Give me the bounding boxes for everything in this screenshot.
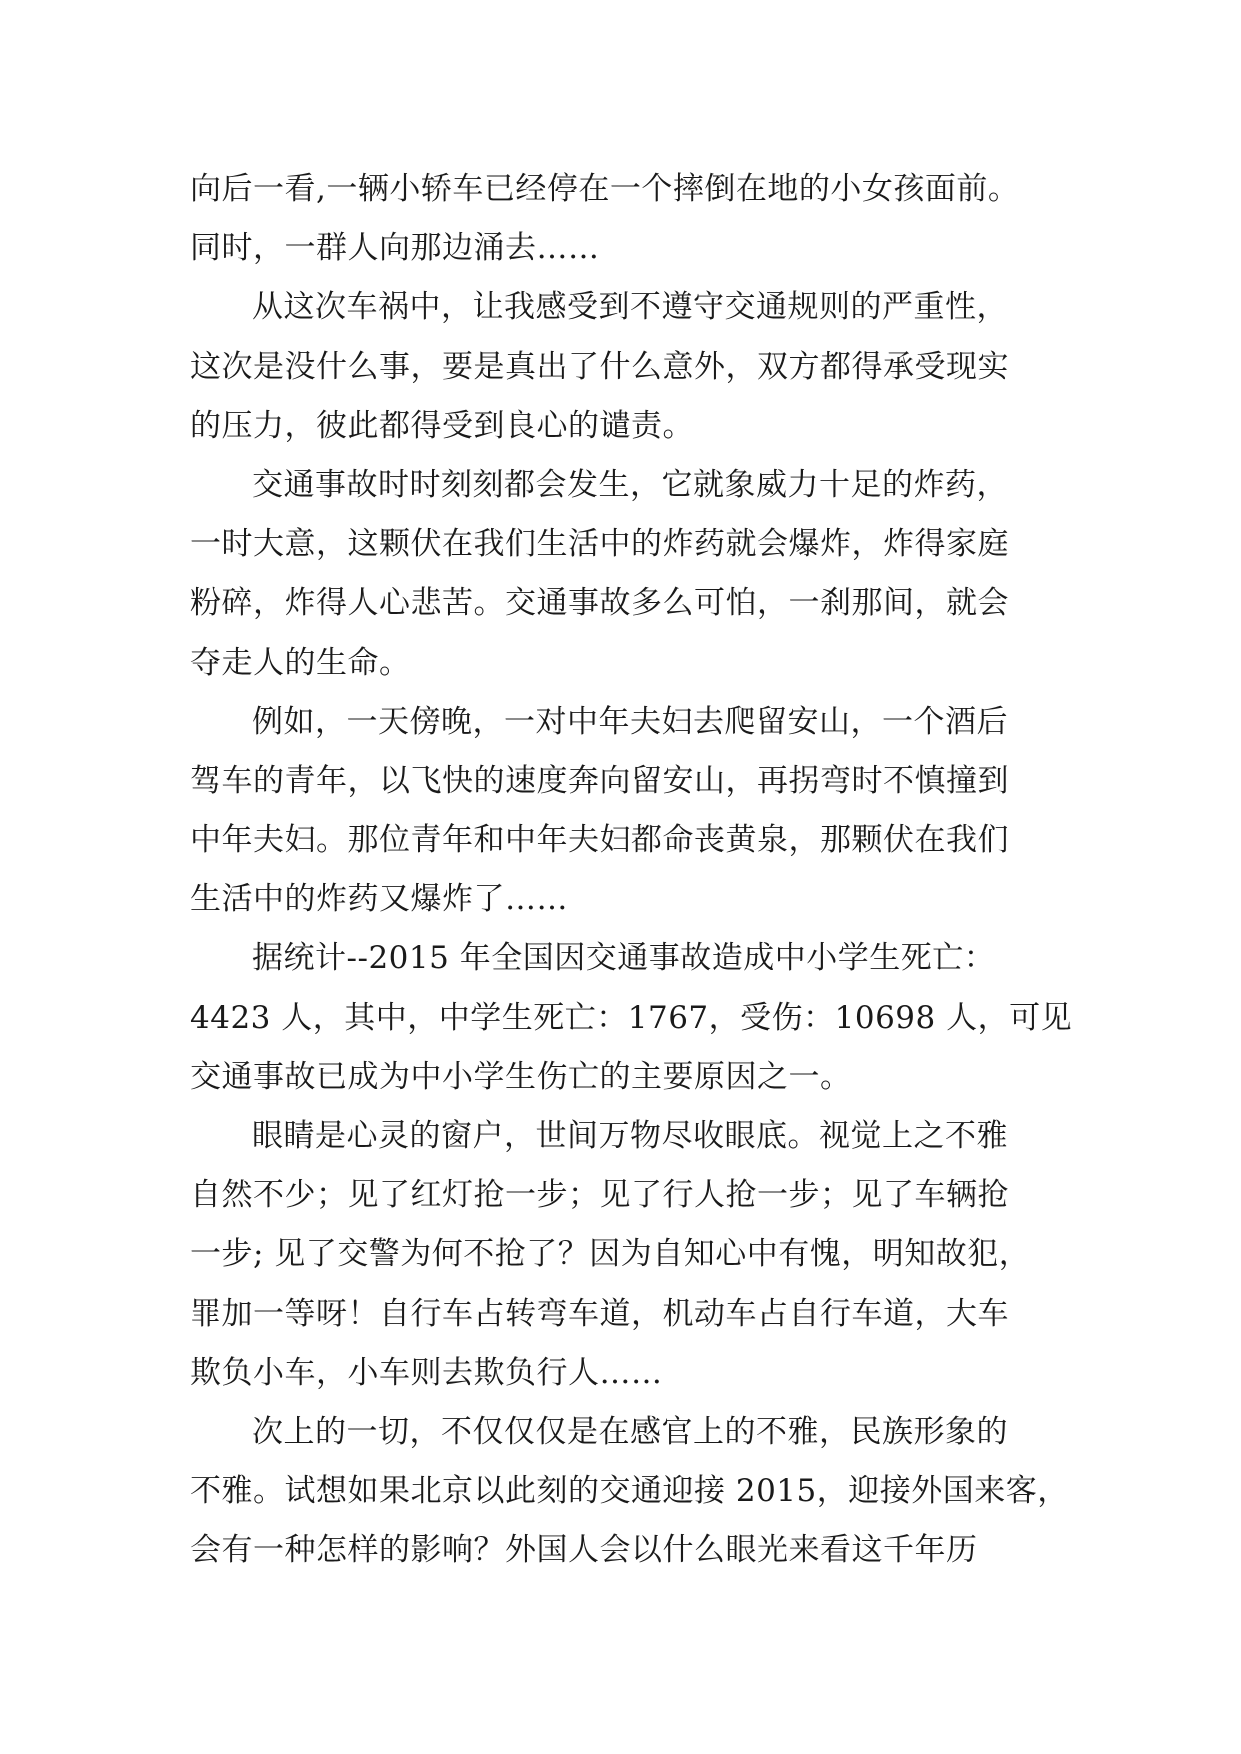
paragraph-start: 次上的一切，不仅仅仅是在感官上的不雅，民族形象的: [252, 1413, 1008, 1450]
paragraph-start: 例如，一天傍晚，一对中年夫妇去爬留安山，一个酒后: [252, 703, 1008, 740]
text-line: 不雅。试想如果北京以此刻的交通迎接 2015，迎接外国来客，: [190, 1473, 1069, 1510]
text-line: 一步; 见了交警为何不抢了？因为自知心中有愧，明知故犯，: [190, 1236, 1031, 1273]
text-line: 一时大意，这颗伏在我们生活中的炸药就会爆炸，炸得家庭: [190, 526, 1009, 563]
text-line: 粉碎，炸得人心悲苦。交通事故多么可怕，一刹那间，就会: [190, 585, 1009, 622]
paragraph-start: 眼睛是心灵的窗户，世间万物尽收眼底。视觉上之不雅: [252, 1118, 1008, 1154]
text-line: 交通事故已成为中小学生伤亡的主要原因之一。: [190, 1058, 852, 1095]
text-line: 的压力，彼此都得受到良心的谴责。: [190, 407, 694, 444]
text-line: 夺走人的生命。: [190, 644, 411, 681]
text-line: 这次是没什么事，要是真出了什么意外，双方都得承受现实: [190, 348, 1009, 385]
text-line: 自然不少；见了红灯抢一步；见了行人抢一步；见了车辆抢: [190, 1177, 1009, 1214]
text-line: 罪加一等呀！自行车占转弯车道，机动车占自行车道，大车: [190, 1295, 1009, 1332]
text-line: 生活中的炸药又爆炸了……: [190, 881, 568, 918]
text-line: 会有一种怎样的影响？外国人会以什么眼光来看这千年历: [190, 1532, 978, 1569]
paragraph-start: 据统计--2015 年全国因交通事故造成中小学生死亡：: [252, 940, 996, 977]
text-line: 中年夫妇。那位青年和中年夫妇都命丧黄泉，那颗伏在我们: [190, 822, 1009, 859]
text-line: 欺负小车，小车则去欺负行人……: [190, 1354, 663, 1391]
body-text: [190, 160, 1085, 1581]
text-line: 4423 人，其中，中学生死亡：1767，受伤：10698 人，可见: [190, 999, 1073, 1036]
text-line: 向后一看,一辆小轿车已经停在一个摔倒在地的小女孩面前。: [190, 171, 1020, 207]
paragraph-start: 从这次车祸中，让我感受到不遵守交通规则的严重性，: [252, 289, 1008, 326]
paragraph-start: 交通事故时时刻刻都会发生，它就象威力十足的炸药，: [252, 466, 1008, 503]
text-line: 驾车的青年，以飞快的速度奔向留安山，再拐弯时不慎撞到: [190, 762, 1009, 799]
text-line: 同时，一群人向那边涌去……: [190, 230, 600, 267]
